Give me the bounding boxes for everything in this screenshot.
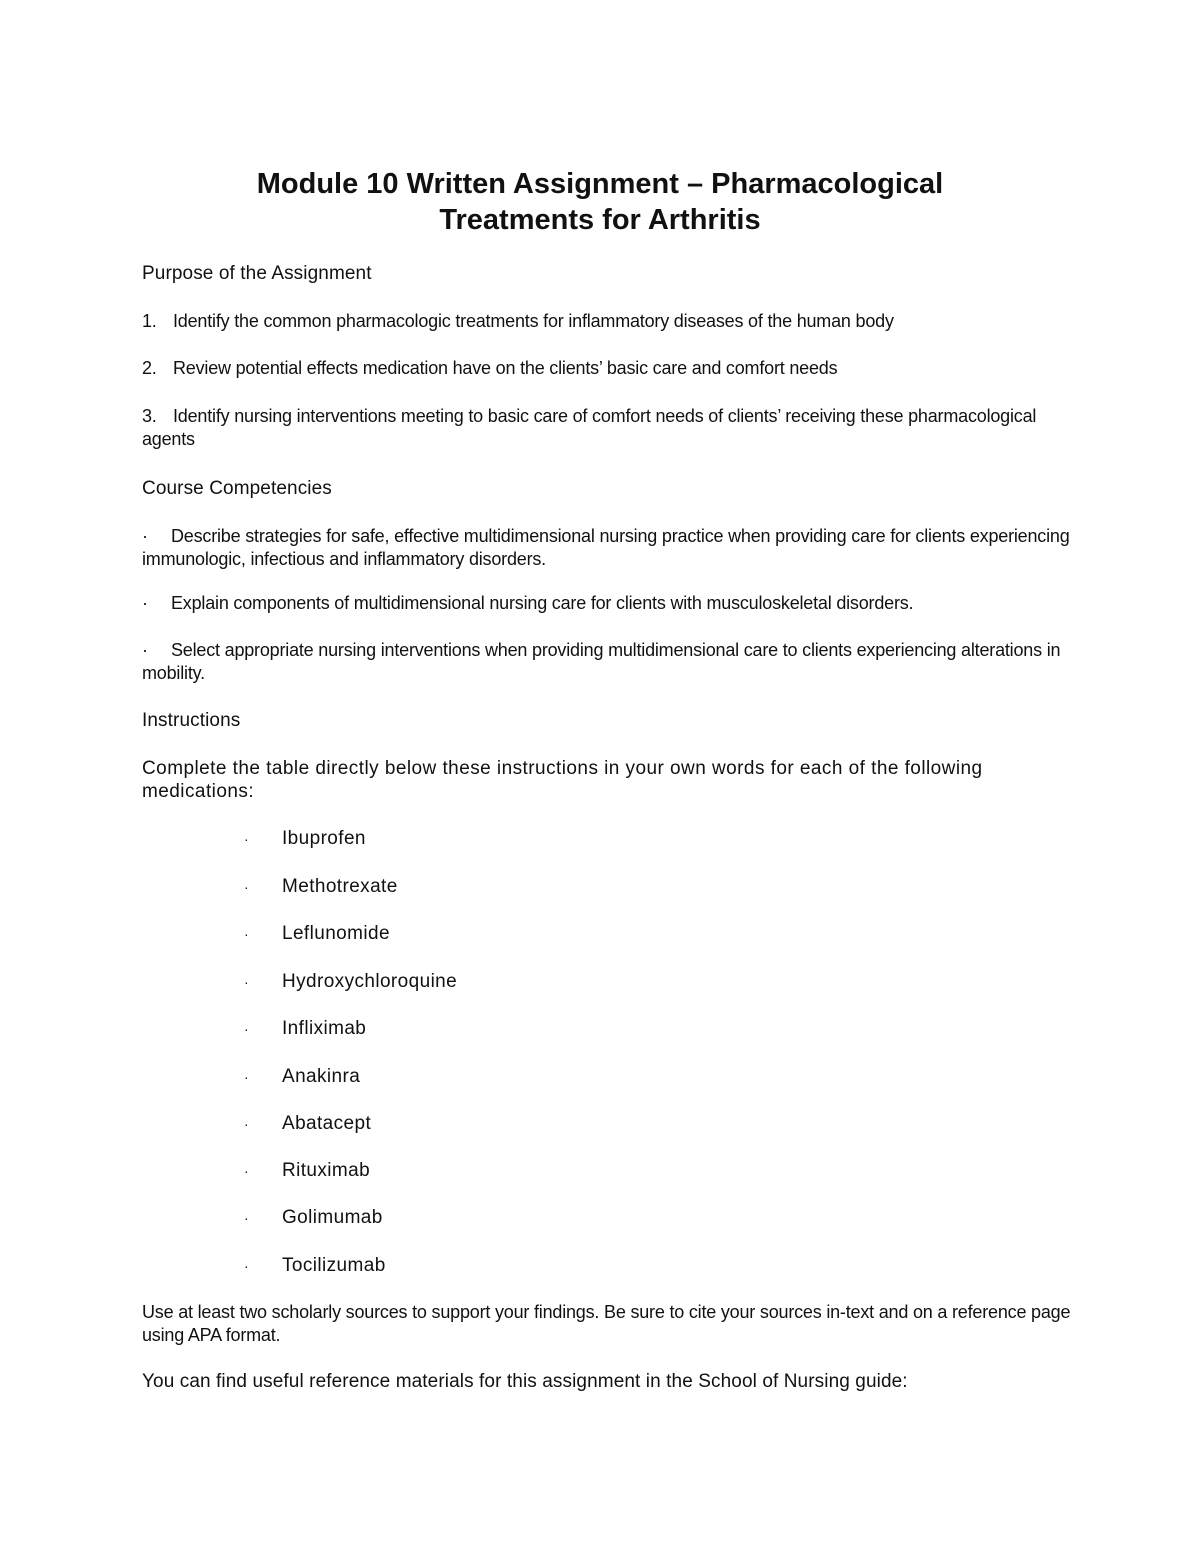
medication-name: Rituximab: [282, 1160, 371, 1181]
purpose-item-number: 1.: [142, 311, 157, 331]
bullet-icon: ·: [244, 831, 250, 847]
bullet-icon: ·: [244, 926, 250, 942]
bullet-icon: ·: [244, 1021, 250, 1037]
purpose-item-1: [142, 310, 1072, 333]
bullet-icon: ·: [142, 640, 148, 660]
medication-item: [244, 1254, 644, 1278]
instructions-heading: Instructions: [142, 710, 241, 731]
medication-item: [244, 1112, 644, 1136]
bullet-icon: ·: [244, 1069, 250, 1085]
purpose-item-number: 2.: [142, 358, 157, 378]
purpose-item-3: [142, 405, 1072, 451]
medication-item: [244, 1065, 644, 1089]
purpose-item-text: Identify nursing interventions meeting to basic care of comfort needs of clients’ receiving these pharmacological agents: [142, 406, 1037, 449]
medication-name: Leflunomide: [282, 923, 390, 944]
bullet-icon: ·: [142, 593, 148, 613]
medication-name: Hydroxychloroquine: [282, 971, 458, 992]
purpose-item-text: Identify the common pharmacologic treatments for inflammatory diseases of the human body: [173, 311, 894, 331]
competency-item-2: [142, 592, 1072, 615]
medication-name: Golimumab: [282, 1207, 383, 1228]
competency-text: Describe strategies for safe, effective multidimensional nursing practice when providing care for clients experiencing immunologic, infectious and inflammatory disorders.: [142, 526, 1070, 569]
title-line-2: Treatments for Arthritis: [439, 204, 761, 236]
medication-item: [244, 922, 644, 946]
medication-item: [244, 1206, 644, 1230]
competency-item-1: [142, 525, 1072, 571]
medication-item: [244, 970, 644, 994]
medication-name: Methotrexate: [282, 876, 398, 897]
competency-text: Explain components of multidimensional nursing care for clients with musculoskeletal disorders.: [171, 593, 914, 613]
purpose-item-number: 3.: [142, 406, 157, 426]
medication-name: Infliximab: [282, 1018, 367, 1039]
sources-requirement: Use at least two scholarly sources to support your findings. Be sure to cite your sources in-text and on a reference page using APA format.: [142, 1302, 1071, 1345]
bullet-icon: ·: [244, 1116, 250, 1132]
bullet-icon: ·: [244, 1258, 250, 1274]
bullet-icon: ·: [142, 526, 148, 546]
medication-item: [244, 827, 644, 851]
competencies-heading: Course Competencies: [142, 478, 332, 499]
title-line-1: Module 10 Written Assignment – Pharmacological: [256, 168, 944, 200]
medication-name: Anakinra: [282, 1066, 361, 1087]
competency-text: Select appropriate nursing interventions when providing multidimensional care to clients experiencing alterations in mobility.: [142, 640, 1061, 683]
purpose-item-2: [142, 357, 1072, 380]
medication-item: [244, 875, 644, 899]
bullet-icon: ·: [244, 879, 250, 895]
purpose-heading: Purpose of the Assignment: [142, 263, 372, 284]
purpose-item-text: Review potential effects medication have on the clients’ basic care and comfort needs: [173, 358, 838, 378]
medication-item: [244, 1159, 644, 1183]
instructions-intro: Complete the table directly below these instructions in your own words for each of the following medications:: [142, 758, 983, 802]
medication-name: Tocilizumab: [282, 1255, 386, 1276]
document-title: [0, 166, 1200, 238]
medication-name: Ibuprofen: [282, 828, 366, 849]
bullet-icon: ·: [244, 974, 250, 990]
reference-note: You can find useful reference materials for this assignment in the School of Nursing guide:: [142, 1371, 908, 1392]
bullet-icon: ·: [244, 1210, 250, 1226]
medication-item: [244, 1017, 644, 1041]
bullet-icon: ·: [244, 1163, 250, 1179]
medication-name: Abatacept: [282, 1113, 372, 1134]
competency-item-3: [142, 639, 1072, 685]
